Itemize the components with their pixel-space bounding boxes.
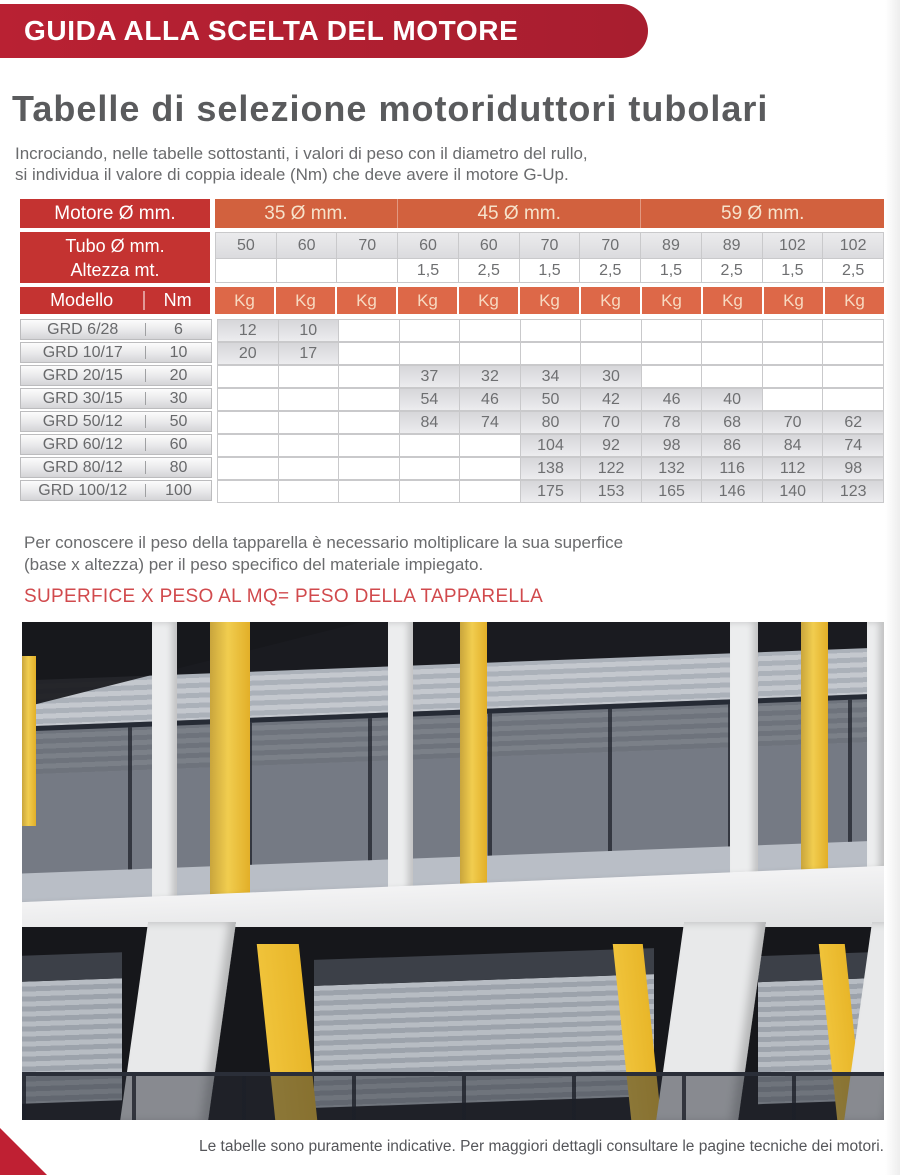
motore-label-cell: Motore Ø mm. (20, 199, 210, 228)
kg-value-cell: 40 (702, 389, 762, 410)
kg-value-cell (339, 412, 399, 433)
model-name: GRD 60/12 (42, 435, 123, 453)
model-name: GRD 80/12 (42, 458, 123, 476)
intro-line-1: Incrociando, nelle tabelle sottostanti, i valori di peso con il diametro del rullo, (15, 144, 588, 163)
kg-value-cell (460, 343, 520, 364)
tubo-value-cell: 89 (641, 233, 701, 258)
tubo-value-cell: 50 (216, 233, 276, 258)
table-header-row (20, 199, 884, 228)
yellow-panel (22, 656, 36, 826)
value-cells (217, 319, 884, 342)
kg-value-cell: 78 (642, 412, 702, 433)
kg-value-cell (702, 320, 762, 341)
kg-value-cell: 92 (581, 435, 641, 456)
model-nm: 20 (169, 366, 188, 384)
altezza-value-cell: 2,5 (702, 259, 762, 282)
modello-label: Modello (50, 290, 114, 310)
diameter-group-band (215, 199, 884, 228)
altezza-value-cell: 2,5 (459, 259, 519, 282)
kg-value-cell: 37 (400, 366, 460, 387)
kg-value-cell (763, 389, 823, 410)
kg-value-cell (339, 435, 399, 456)
tubo-value-cell: 102 (763, 233, 823, 258)
kg-value-cell: 98 (823, 458, 883, 479)
model-name: GRD 100/12 (38, 481, 128, 499)
kg-value-cell (339, 366, 399, 387)
kg-value-cell (763, 366, 823, 387)
kg-value-cell: 46 (642, 389, 702, 410)
facade-photo (22, 622, 884, 1120)
kg-value-cell (642, 320, 702, 341)
kg-value-cell: 17 (279, 343, 339, 364)
tubo-altezza-row (20, 232, 884, 283)
kg-header-cell: Kg (215, 287, 274, 314)
altezza-value-cell (277, 259, 337, 282)
kg-value-cell (521, 343, 581, 364)
kg-value-cell: 146 (702, 481, 762, 502)
table-row (20, 319, 884, 340)
value-cells (217, 434, 884, 457)
kg-value-cell (218, 435, 278, 456)
kg-value-cell (702, 343, 762, 364)
kg-value-cell (218, 481, 278, 502)
kg-value-cell (823, 320, 883, 341)
kg-header-cell: Kg (703, 287, 762, 314)
model-cell (20, 342, 212, 363)
kg-value-cell (521, 320, 581, 341)
kg-value-cell (642, 366, 702, 387)
intro-text (15, 143, 588, 185)
kg-value-cell (400, 435, 460, 456)
kg-value-cell: 86 (702, 435, 762, 456)
value-cells (217, 342, 884, 365)
model-nm: 80 (169, 458, 188, 476)
tubo-value-cell: 60 (459, 233, 519, 258)
kg-value-cell: 132 (642, 458, 702, 479)
kg-value-cell: 74 (823, 435, 883, 456)
altezza-value-cell: 1,5 (763, 259, 823, 282)
kg-header-cell: Kg (581, 287, 640, 314)
tubo-value-cell: 70 (337, 233, 397, 258)
kg-value-cell (400, 481, 460, 502)
tubo-altezza-values (215, 232, 884, 283)
note-line-2: (base x altezza) per il peso specifico del materiale impiegato. (24, 555, 484, 574)
kg-value-cell (581, 343, 641, 364)
kg-value-cell (763, 320, 823, 341)
kg-value-cell (279, 435, 339, 456)
table-row (20, 388, 884, 409)
table-row (20, 411, 884, 432)
pillar (388, 622, 413, 914)
altezza-value-cell (216, 259, 276, 282)
diameter-group-label: 59 Ø mm. (721, 202, 805, 224)
pillar (730, 622, 758, 914)
model-name: GRD 20/15 (42, 366, 123, 384)
page-edge-shadow (885, 0, 900, 1175)
kg-value-cell (339, 458, 399, 479)
kg-value-cell: 80 (521, 412, 581, 433)
modello-kg-row (20, 287, 884, 314)
kg-value-cell: 140 (763, 481, 823, 502)
kg-header-cell: Kg (276, 287, 335, 314)
kg-value-cell: 84 (400, 412, 460, 433)
altezza-value-cell: 1,5 (641, 259, 701, 282)
yellow-panel (460, 622, 487, 914)
kg-value-cell (279, 458, 339, 479)
model-name: GRD 30/15 (42, 389, 123, 407)
table-row (20, 480, 884, 501)
model-cell (20, 434, 212, 455)
model-nm: 10 (169, 343, 188, 361)
kg-value-cell: 123 (823, 481, 883, 502)
tubo-values-row (215, 232, 884, 259)
kg-value-cell (400, 458, 460, 479)
kg-value-cell: 153 (581, 481, 641, 502)
kg-header-cell: Kg (642, 287, 701, 314)
model-cell (20, 411, 212, 432)
intro-line-2: si individua il valore di coppia ideale (Nm) che deve avere il motore G-Up. (15, 165, 569, 184)
kg-value-cell (823, 343, 883, 364)
tubo-value-cell: 70 (520, 233, 580, 258)
diameter-group-label: 45 Ø mm. (398, 199, 642, 228)
kg-value-cell (218, 389, 278, 410)
kg-value-cell (460, 320, 520, 341)
kg-header-band (215, 287, 884, 314)
model-cell (20, 365, 212, 386)
value-cells (217, 480, 884, 503)
model-cell (20, 480, 212, 501)
kg-value-cell (581, 320, 641, 341)
altezza-value-cell: 1,5 (398, 259, 458, 282)
footer-note: Le tabelle sono puramente indicative. Per maggiori dettagli consultare le pagine tecniche dei motori. (199, 1138, 884, 1155)
corner-triangle-decoration (0, 1128, 47, 1175)
kg-value-cell: 46 (460, 389, 520, 410)
kg-header-cell: Kg (398, 287, 457, 314)
modello-nm-header-cell (20, 287, 210, 314)
kg-value-cell (823, 366, 883, 387)
kg-value-cell (279, 481, 339, 502)
tubo-value-cell: 70 (580, 233, 640, 258)
kg-value-cell: 32 (460, 366, 520, 387)
model-nm: 30 (169, 389, 188, 407)
kg-header-cell: Kg (825, 287, 884, 314)
yellow-panel (210, 622, 250, 914)
kg-value-cell (642, 343, 702, 364)
kg-value-cell: 122 (581, 458, 641, 479)
kg-value-cell: 70 (763, 412, 823, 433)
kg-value-cell (279, 389, 339, 410)
value-cells (217, 388, 884, 411)
kg-header-cell: Kg (337, 287, 396, 314)
page-banner (0, 4, 648, 58)
model-nm: 100 (165, 481, 192, 499)
tubo-value-cell: 60 (277, 233, 337, 258)
table-row (20, 365, 884, 386)
model-nm: 60 (169, 435, 188, 453)
kg-value-cell: 50 (521, 389, 581, 410)
kg-value-cell: 84 (763, 435, 823, 456)
kg-value-cell (823, 389, 883, 410)
kg-value-cell: 104 (521, 435, 581, 456)
kg-value-cell: 20 (218, 343, 278, 364)
selection-table (20, 199, 884, 503)
kg-value-cell (702, 366, 762, 387)
altezza-value-cell (337, 259, 397, 282)
kg-value-cell: 30 (581, 366, 641, 387)
kg-value-cell (460, 481, 520, 502)
kg-value-cell (279, 366, 339, 387)
model-name: GRD 50/12 (42, 412, 123, 430)
kg-value-cell (218, 366, 278, 387)
kg-value-cell (400, 343, 460, 364)
kg-value-cell (339, 343, 399, 364)
altezza-value-cell: 2,5 (823, 259, 883, 282)
kg-value-cell: 68 (702, 412, 762, 433)
kg-value-cell (218, 458, 278, 479)
tubo-value-cell: 102 (823, 233, 883, 258)
note-line-1: Per conoscere il peso della tapparella è necessario moltiplicare la sua superfice (24, 533, 624, 552)
kg-header-cell: Kg (764, 287, 823, 314)
kg-value-cell: 175 (521, 481, 581, 502)
kg-value-cell (763, 343, 823, 364)
value-cells (217, 457, 884, 480)
value-cells (217, 411, 884, 434)
altezza-label: Altezza mt. (70, 259, 160, 280)
kg-value-cell (339, 389, 399, 410)
tubo-altezza-label-cell (20, 232, 210, 283)
formula-text: SUPERFICE X PESO AL MQ= PESO DELLA TAPPARELLA (24, 586, 544, 607)
banner-title: GUIDA ALLA SCELTA DEL MOTORE (24, 15, 519, 46)
kg-value-cell (460, 458, 520, 479)
model-cell (20, 388, 212, 409)
altezza-values-row (215, 259, 884, 283)
kg-value-cell: 112 (763, 458, 823, 479)
model-cell (20, 319, 212, 340)
kg-value-cell: 165 (642, 481, 702, 502)
pillar (152, 622, 177, 914)
nm-label: Nm (163, 290, 192, 310)
kg-value-cell: 70 (581, 412, 641, 433)
model-name: GRD 10/17 (42, 343, 123, 361)
kg-value-cell: 34 (521, 366, 581, 387)
table-row (20, 434, 884, 455)
page-title: Tabelle di selezione motoriduttori tubolari (12, 88, 769, 129)
kg-value-cell (339, 481, 399, 502)
diameter-group-label: 35 Ø mm. (215, 199, 398, 228)
kg-header-cell: Kg (520, 287, 579, 314)
kg-value-cell: 10 (279, 320, 339, 341)
altezza-value-cell: 2,5 (580, 259, 640, 282)
tubo-value-cell: 60 (398, 233, 458, 258)
model-name: GRD 6/28 (47, 320, 119, 338)
table-row (20, 457, 884, 478)
model-cell (20, 457, 212, 478)
kg-value-cell (400, 320, 460, 341)
model-nm: 6 (174, 320, 183, 338)
kg-value-cell (339, 320, 399, 341)
kg-value-cell: 98 (642, 435, 702, 456)
kg-value-cell: 62 (823, 412, 883, 433)
tubo-value-cell: 89 (702, 233, 762, 258)
kg-header-cell: Kg (459, 287, 518, 314)
altezza-value-cell: 1,5 (520, 259, 580, 282)
kg-value-cell: 42 (581, 389, 641, 410)
kg-value-cell (218, 412, 278, 433)
kg-value-cell: 12 (218, 320, 278, 341)
model-nm: 50 (169, 412, 188, 430)
value-cells (217, 365, 884, 388)
kg-value-cell: 54 (400, 389, 460, 410)
kg-value-cell (460, 435, 520, 456)
kg-value-cell: 138 (521, 458, 581, 479)
tubo-label: Tubo Ø mm. (65, 235, 165, 256)
table-row (20, 342, 884, 363)
kg-value-cell: 74 (460, 412, 520, 433)
lower-balcony-railing (22, 1072, 884, 1120)
kg-value-cell: 116 (702, 458, 762, 479)
weight-note-text (24, 532, 623, 576)
kg-value-cell (279, 412, 339, 433)
